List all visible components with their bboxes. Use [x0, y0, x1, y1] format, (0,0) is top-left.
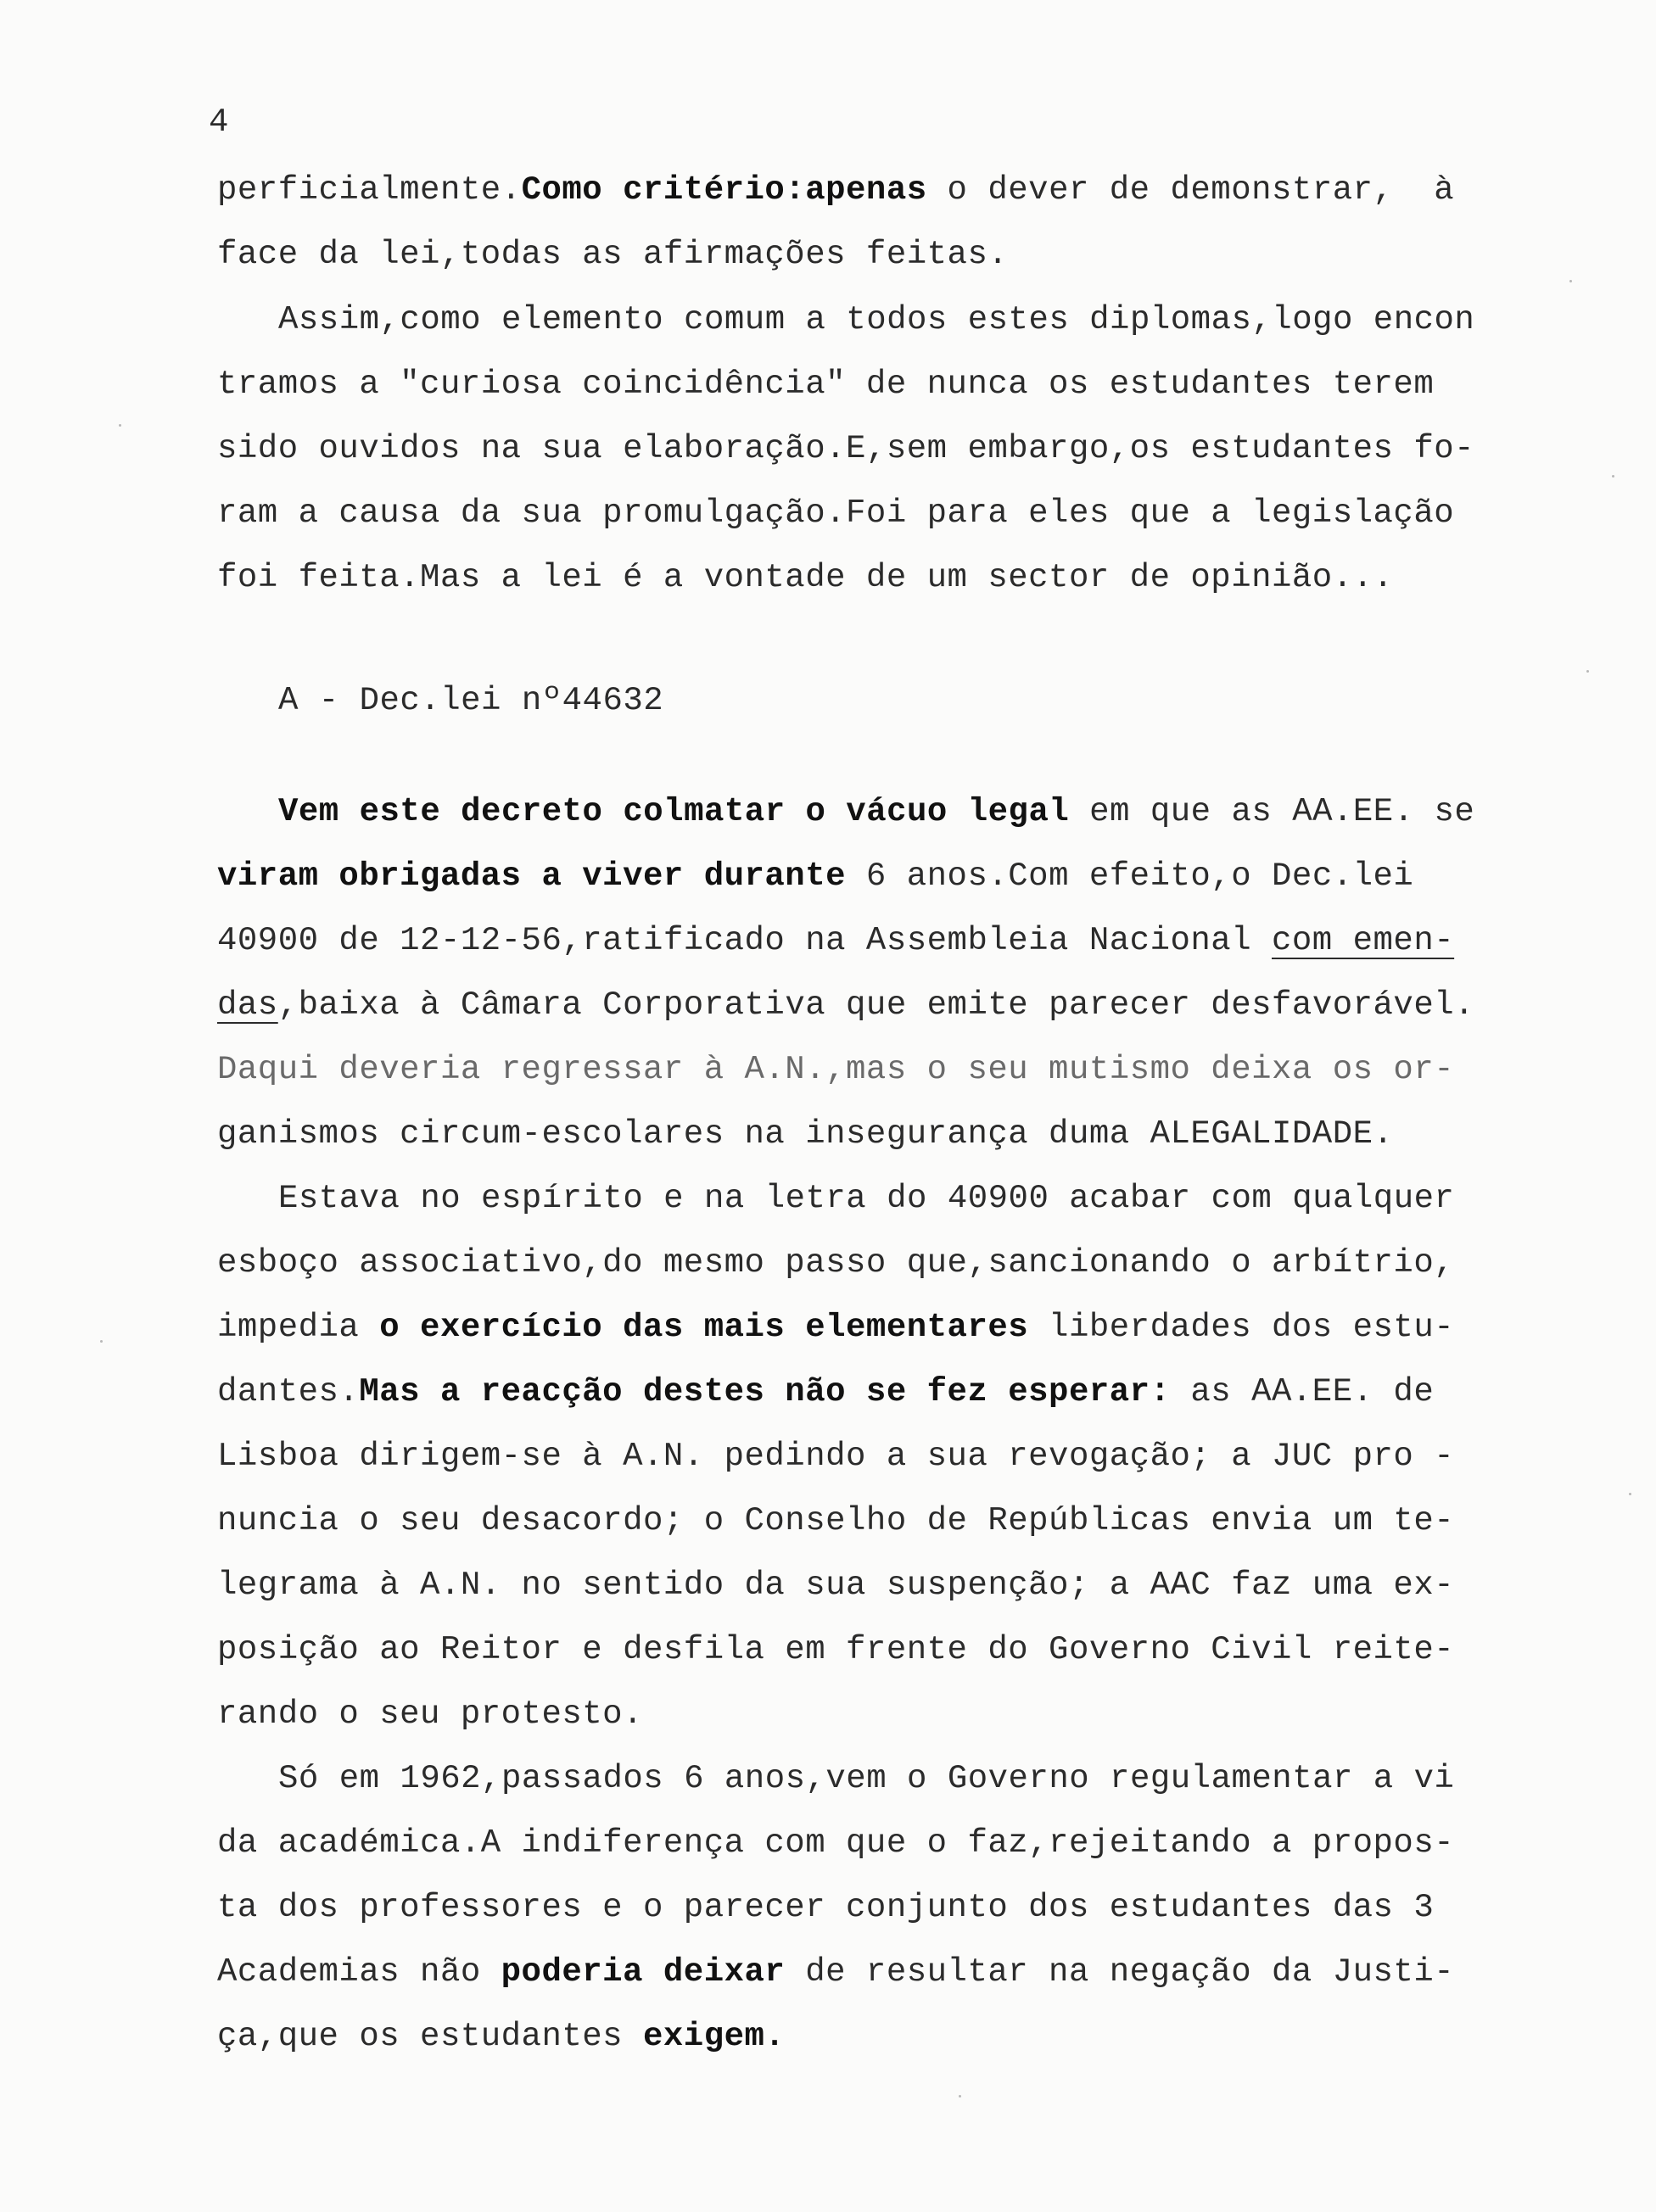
text-run: as AA.EE. de: [1170, 1373, 1435, 1410]
text-line: [217, 857, 1414, 895]
text-line: [217, 2020, 785, 2053]
text-line: posição ao Reitor e desfila em frente do Governo Civil reite-: [217, 1631, 1455, 1668]
scan-speck: [1569, 280, 1572, 282]
page-number: 4: [209, 103, 229, 141]
text-run: 6 anos.Com efeito,o Dec.lei: [846, 857, 1414, 895]
section-heading: A - Dec.lei nº44632: [278, 682, 664, 719]
bold-text-run: o exercício das mais elementares: [379, 1309, 1029, 1346]
text-line: da académica.A indiferença com que o faz,rejeitando a propos-: [217, 1824, 1455, 1862]
text-run: liberdades dos estu-: [1028, 1309, 1455, 1346]
text-run: 40900 de 12-12-56,ratificado na Assembleia Nacional: [217, 922, 1272, 959]
scan-speck: [119, 424, 121, 427]
scan-speck: [1629, 1493, 1631, 1495]
text-run: o dever de demonstrar, à: [926, 171, 1455, 209]
text-line: face da lei,todas as afirmações feitas.: [217, 236, 1009, 273]
text-line: tramos a "curiosa coincidência" de nunca os estudantes terem: [217, 366, 1435, 403]
text-line: ta dos professores e o parecer conjunto dos estudantes das 3: [217, 1889, 1435, 1926]
text-line: [217, 986, 1475, 1024]
text-line: ganismos circum-escolares na insegurança duma ALEGALIDADE.: [217, 1115, 1394, 1153]
text-line: [217, 924, 1454, 958]
text-line: ram a causa da sua promulgação.Foi para eles que a legislação: [217, 494, 1455, 532]
text-line: Estava no espírito e na letra do 40900 acabar com qualquer: [278, 1180, 1455, 1217]
text-line: [217, 171, 1455, 209]
text-line: Lisboa dirigem-se à A.N. pedindo a sua revogação; a JUC pro -: [217, 1438, 1455, 1475]
bold-text-run: Como critério:apenas: [521, 171, 927, 209]
text-line: [217, 1953, 1455, 1991]
text-line: legrama à A.N. no sentido da sua suspenção; a AAC faz uma ex-: [217, 1567, 1455, 1604]
scan-speck: [959, 2095, 961, 2097]
text-run: ça,que os estudantes: [217, 2018, 643, 2055]
scan-speck: [100, 1340, 103, 1343]
text-run: perficialmente.: [217, 171, 522, 209]
text-line: nuncia o seu desacordo; o Conselho de Repúblicas envia um te-: [217, 1502, 1455, 1539]
text-line: Só em 1962,passados 6 anos,vem o Governo regulamentar a vi: [278, 1760, 1455, 1797]
bold-text-run: viram obrigadas a viver durante: [217, 857, 847, 895]
text-line: foi feita.Mas a lei é a vontade de um sector de opinião...: [217, 559, 1394, 596]
text-line: [217, 1311, 1454, 1344]
underlined-text-run: das: [217, 986, 278, 1024]
text-run: ,baixa à Câmara Corporativa que emite parecer desfavorável.: [277, 986, 1475, 1024]
text-line: [217, 1373, 1435, 1410]
bold-text-run: poderia deixar: [501, 1953, 786, 1991]
bold-text-run: Vem este decreto colmatar o vácuo legal: [278, 793, 1070, 830]
text-line: Assim,como elemento comum a todos estes diplomas,logo encon: [278, 301, 1475, 338]
scan-speck: [1612, 475, 1614, 478]
text-run: em que as AA.EE. se: [1069, 793, 1475, 830]
scan-speck: [1586, 670, 1589, 673]
text-line: rando o seu protesto.: [217, 1695, 643, 1733]
text-line: esboço associativo,do mesmo passo que,sancionando o arbítrio,: [217, 1244, 1455, 1282]
text-line: [278, 793, 1475, 830]
text-run: impedia: [217, 1309, 380, 1346]
text-run: de resultar na negação da Justi-: [785, 1953, 1455, 1991]
text-line: sido ouvidos na sua elaboração.E,sem embargo,os estudantes fo-: [217, 430, 1475, 467]
text-run: Academias não: [217, 1953, 501, 1991]
text-line: Daqui deveria regressar à A.N.,mas o seu mutismo deixa os or-: [217, 1051, 1455, 1088]
bold-text-run: Mas a reacção destes não se fez esperar:: [359, 1373, 1171, 1410]
bold-text-run: exigem.: [642, 2018, 786, 2055]
underlined-text-run: com emen-: [1272, 922, 1455, 959]
text-run: dantes.: [217, 1373, 360, 1410]
